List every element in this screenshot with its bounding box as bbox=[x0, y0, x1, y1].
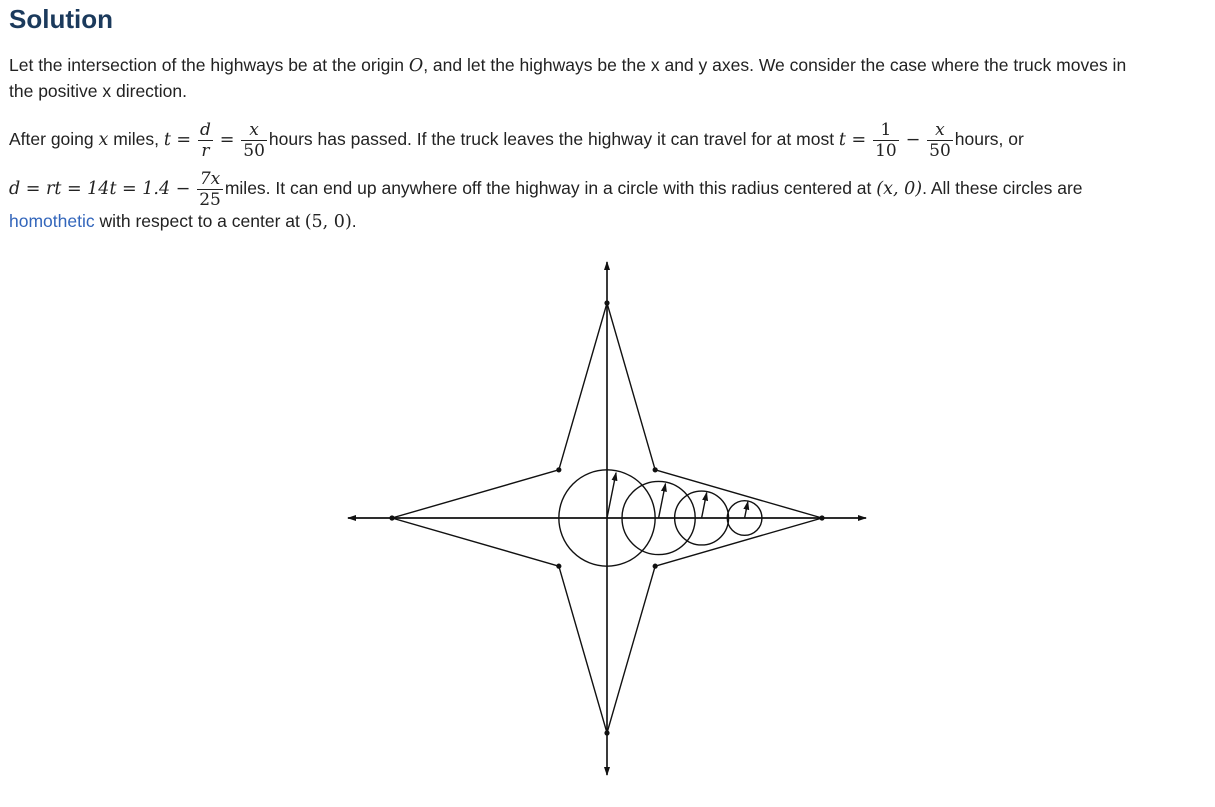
numerator: d bbox=[199, 119, 211, 140]
vertex-point bbox=[604, 730, 609, 735]
vertex-point bbox=[556, 467, 561, 472]
text: miles. It can end up anywhere off the highway in a circle with this radius centered at bbox=[224, 178, 877, 198]
text: . All these circles are bbox=[922, 178, 1083, 198]
text: miles, bbox=[108, 129, 164, 149]
math-t-equals: t = bbox=[163, 130, 192, 150]
math-distance-expression: d = rt = 14t = 1.4 − bbox=[9, 179, 191, 199]
radius-arrow bbox=[659, 484, 666, 518]
numerator: 1 bbox=[873, 120, 899, 141]
math-t-equals: t = bbox=[838, 130, 867, 150]
math-origin: O bbox=[408, 56, 424, 76]
solution-heading: Solution bbox=[9, 4, 113, 34]
text: Let the intersection of the highways be at the origin bbox=[9, 55, 409, 75]
numerator: x bbox=[927, 120, 953, 141]
math-center-50: (5, 0) bbox=[304, 212, 352, 232]
math-center-x0: (x, 0) bbox=[876, 179, 923, 199]
math-x: x bbox=[98, 130, 109, 150]
text: hours, or bbox=[954, 129, 1024, 149]
denominator: 25 bbox=[199, 189, 221, 210]
vertex-point bbox=[653, 467, 658, 472]
text: After going bbox=[9, 129, 99, 149]
vertex-point bbox=[653, 564, 658, 569]
radius-arrow bbox=[745, 502, 748, 518]
text: . bbox=[351, 211, 357, 231]
numerator: x bbox=[241, 120, 267, 141]
math-equals: = bbox=[219, 130, 235, 150]
numerator: 7x bbox=[197, 169, 223, 190]
text: , and let the highways be the x and y axes. We consider the case where the truck moves in bbox=[423, 55, 1127, 75]
vertex-point bbox=[604, 300, 609, 305]
denominator: 50 bbox=[243, 140, 265, 161]
text: hours has passed. If the truck leaves the highway it can travel for at most bbox=[268, 129, 839, 149]
text: the positive x direction. bbox=[9, 81, 188, 101]
text: with respect to a center at bbox=[94, 211, 305, 231]
denominator: 10 bbox=[875, 140, 897, 161]
denominator: 50 bbox=[929, 140, 951, 161]
vertex-point bbox=[819, 515, 824, 520]
math-minus: − bbox=[905, 130, 921, 150]
homothetic-link[interactable]: homothetic bbox=[9, 211, 95, 231]
denominator: r bbox=[201, 140, 210, 161]
radius-arrow bbox=[607, 473, 616, 518]
vertex-point bbox=[389, 515, 394, 520]
vertex-point bbox=[556, 564, 561, 569]
radius-arrow bbox=[702, 493, 707, 518]
